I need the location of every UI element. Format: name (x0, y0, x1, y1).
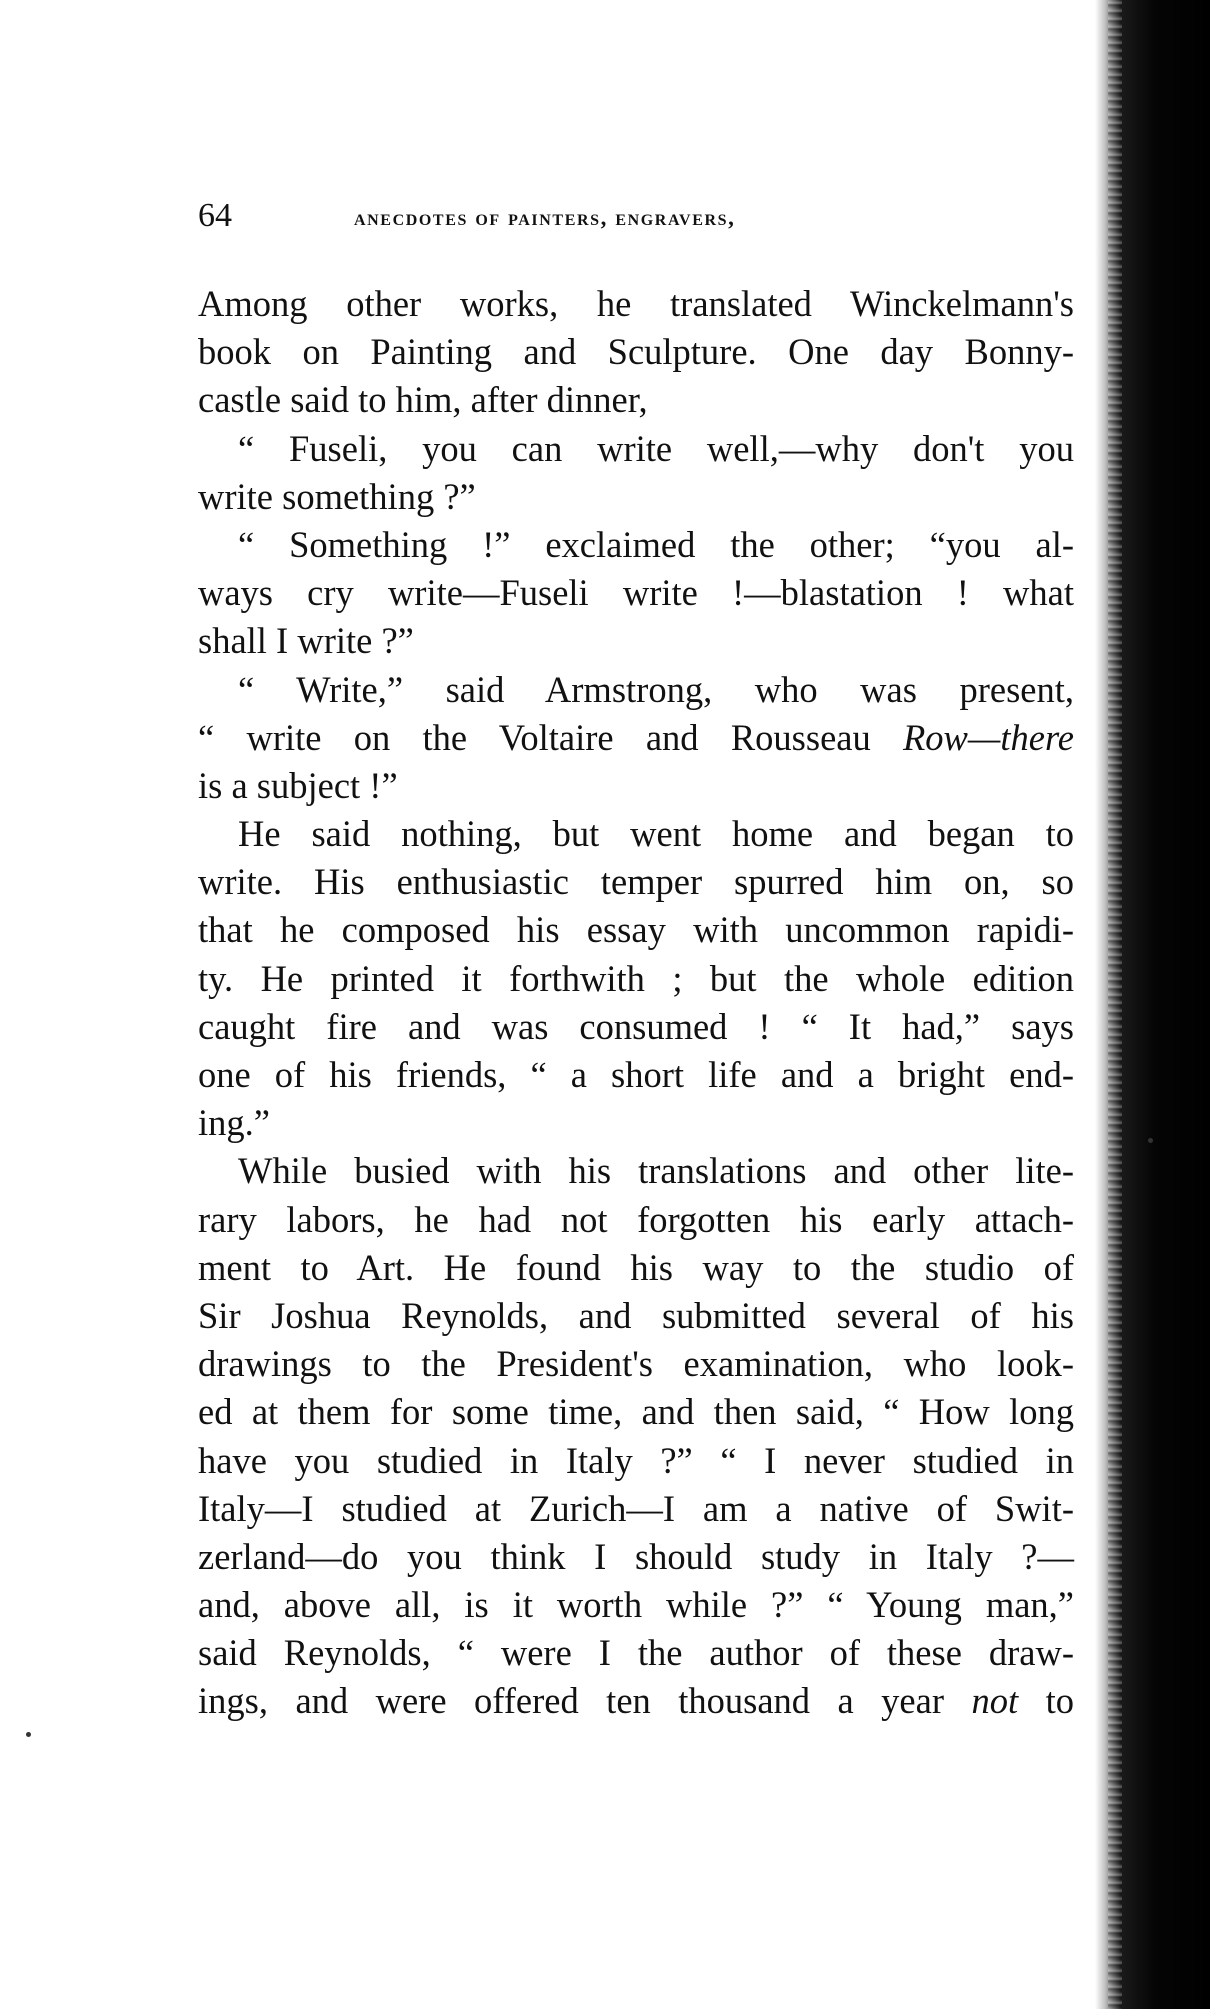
text-line: is a subject !” (198, 764, 398, 806)
text-segment: to (1045, 1680, 1075, 1722)
italic-text: not (971, 1680, 1019, 1722)
text-line: rary labors, he had not forgotten his early attach- (198, 1198, 1074, 1240)
running-head (198, 196, 1078, 240)
text-line: ed at them for some time, and then said, “ How long (198, 1391, 1074, 1433)
text-line: Italy—I studied at Zurich—I am a native of Swit- (198, 1487, 1074, 1529)
text-line: While busied with his translations and other lite- (238, 1150, 1074, 1192)
text-line: “ Write,” said Armstrong, who was present, (238, 668, 1074, 710)
text-line: drawings to the President's examination, who look- (198, 1343, 1074, 1385)
text-line: zerland—do you think I should study in Italy ?— (198, 1535, 1074, 1577)
text-line: ways cry write—Fuseli write !—blastation ! what (198, 572, 1074, 614)
text-line: shall I write ?” (198, 620, 414, 662)
text-line: caught fire and was consumed ! “ It had,” says (198, 1005, 1074, 1047)
text-line: ing.” (198, 1102, 270, 1144)
text-line: book on Painting and Sculpture. One day Bonny- (198, 331, 1074, 373)
page-edge-texture (1108, 0, 1122, 2009)
text-line: He said nothing, but went home and began to (238, 813, 1074, 855)
running-title: anecdotes of painters, engravers, (354, 205, 736, 230)
margin-speck (26, 1732, 31, 1737)
page-number: 64 (198, 197, 232, 234)
text-line: said Reynolds, “ were I the author of these draw- (198, 1632, 1074, 1674)
text-line: “ Something !” exclaimed the other; “you al- (238, 523, 1074, 565)
text-line: and, above all, is it worth while ?” “ Young man,” (198, 1584, 1074, 1626)
text-line-with-italic (198, 714, 1074, 762)
text-line: castle said to him, after dinner, (198, 379, 648, 421)
text-line: ment to Art. He found his way to the studio of (198, 1246, 1074, 1288)
text-line: have you studied in Italy ?” “ I never studied in (198, 1439, 1074, 1481)
text-line: one of his friends, “ a short life and a bright end- (198, 1054, 1074, 1095)
italic-text: Row—there (903, 716, 1075, 758)
text-segment: ings, and were offered ten thousand a year (198, 1680, 944, 1722)
text-line: Sir Joshua Reynolds, and submitted several of his (198, 1294, 1074, 1336)
text-segment: “ write on the Voltaire and Rousseau (198, 716, 871, 758)
margin-speck (1148, 1138, 1153, 1143)
text-line: “ Fuseli, you can write well,—why don't you (238, 427, 1074, 469)
text-line-with-italic (198, 1677, 1074, 1725)
text-line: write something ?” (198, 475, 476, 517)
text-line: that he composed his essay with uncommon rapidi- (198, 909, 1074, 951)
text-line: Among other works, he translated Winckelmann's (198, 283, 1074, 324)
body-text (198, 280, 1074, 1726)
text-line: ty. He printed it forthwith ; but the whole edition (198, 957, 1074, 999)
text-line: write. His enthusiastic temper spurred him on, so (198, 861, 1074, 903)
